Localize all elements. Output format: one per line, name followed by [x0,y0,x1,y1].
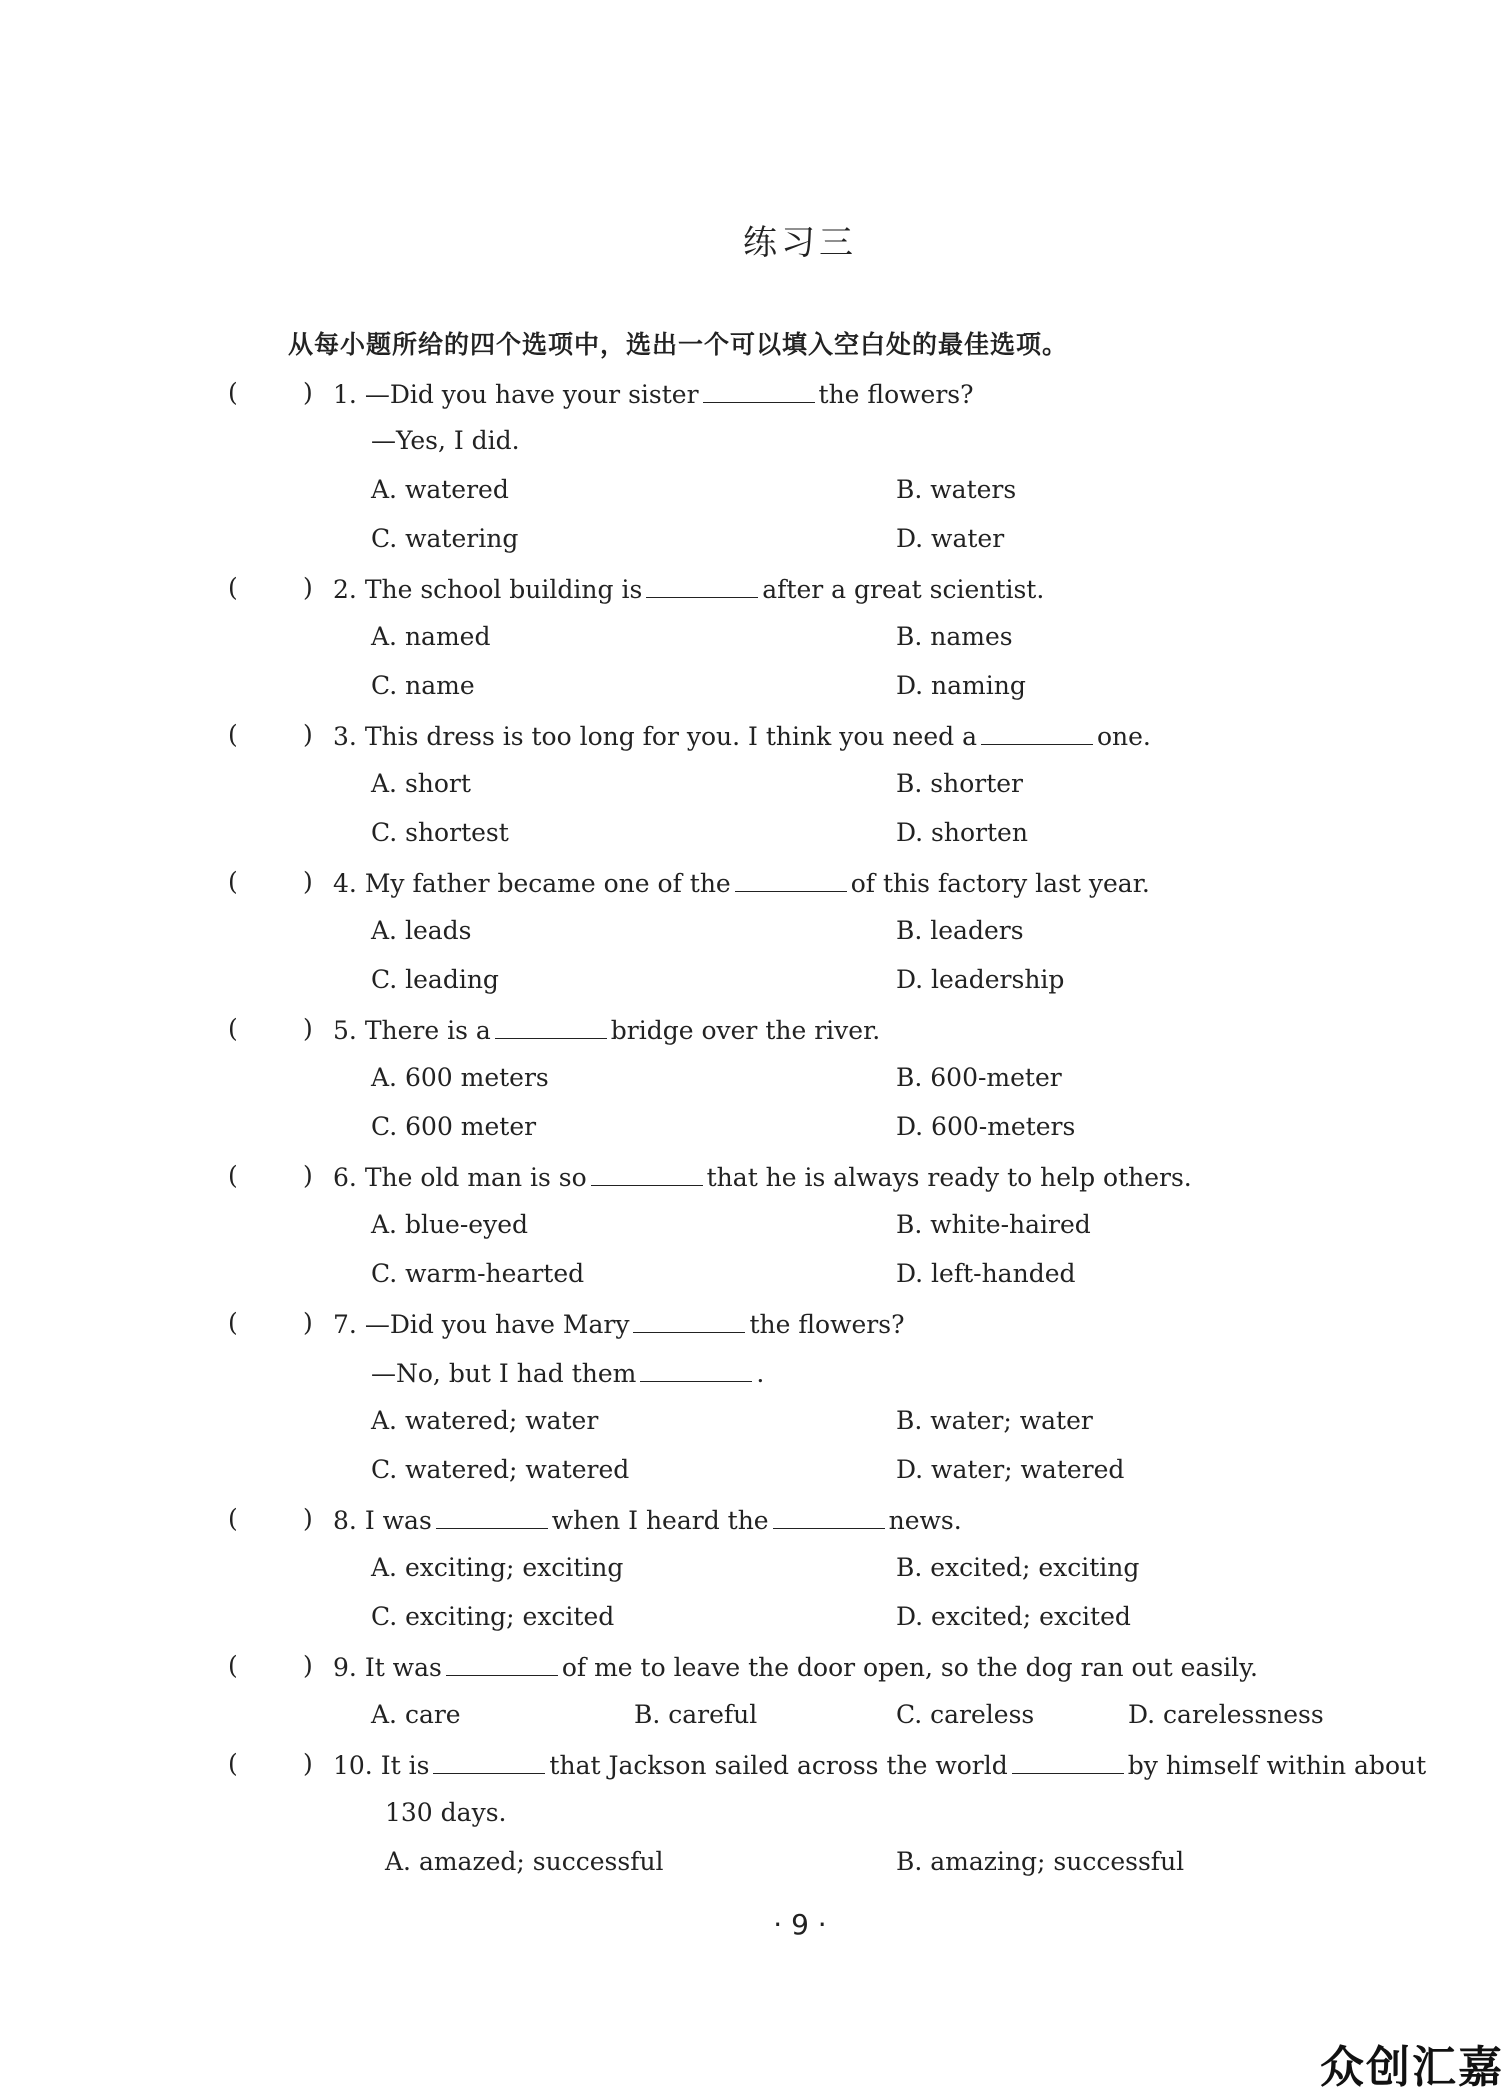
option-b: B. 600-meter [896,1063,1062,1092]
answer-paren-close: ) [303,378,313,407]
option-a: A. amazed; successful [385,1847,664,1876]
option-b: B. shorter [896,769,1023,798]
question-stem: 4. My father became one of the of this factory last year. [333,869,1150,898]
option-b: B. amazing; successful [896,1847,1185,1876]
blank [703,378,815,403]
option-a: A. watered; water [371,1406,599,1435]
option-d: D. leadership [896,965,1065,994]
option-c: C. watered; watered [371,1455,630,1484]
option-a: A. blue-eyed [371,1210,529,1239]
option-d: D. excited; excited [896,1602,1131,1631]
question-stem: 1. —Did you have your sister the flowers? [333,380,974,409]
blank [640,1357,752,1382]
option-a: A. watered [371,475,509,504]
option-c: C. watering [371,524,519,553]
option-c: C. careless [896,1700,1035,1729]
question-stem: 2. The school building is after a great scientist. [333,575,1045,604]
blank [1012,1749,1124,1774]
option-b: B. names [896,622,1013,651]
option-d: D. carelessness [1128,1700,1324,1729]
question-stem: 5. There is a bridge over the river. [333,1016,881,1045]
option-d: D. water; watered [896,1455,1125,1484]
option-b: B. waters [896,475,1017,504]
blank [436,1504,548,1529]
option-c: C. exciting; excited [371,1602,615,1631]
option-c: C. warm-hearted [371,1259,585,1288]
blank [773,1504,885,1529]
blank [591,1161,703,1186]
option-c: C. shortest [371,818,509,847]
blank [981,720,1093,745]
option-a: A. leads [371,916,472,945]
option-a: A. 600 meters [371,1063,549,1092]
option-d: D. naming [896,671,1026,700]
blank [735,867,847,892]
option-a: A. exciting; exciting [371,1553,624,1582]
page-number: · 9 · [773,1908,827,1941]
option-c: C. leading [371,965,499,994]
option-a: A. short [371,769,471,798]
blank [433,1749,545,1774]
option-d: D. left-handed [896,1259,1076,1288]
option-d: D. 600-meters [896,1112,1076,1141]
option-b: B. leaders [896,916,1024,945]
question-stem: 3. This dress is too long for you. I think you need a one. [333,722,1151,751]
option-b: B. white-haired [896,1210,1091,1239]
blank [633,1308,745,1333]
question-stem: 8. I was when I heard the news. [333,1506,962,1535]
option-d: D. shorten [896,818,1028,847]
answer-paren-open: ( [228,378,238,407]
question-stem: 9. It was of me to leave the door open, so the dog ran out easily. [333,1653,1258,1682]
option-a: A. named [371,622,491,651]
watermark-logo: 众创汇嘉 [1320,2042,1504,2093]
option-b: B. excited; exciting [896,1553,1140,1582]
option-b: B. careful [634,1700,758,1729]
option-b: B. water; water [896,1406,1093,1435]
blank [495,1014,607,1039]
question-stem: 7. —Did you have Mary the flowers? [333,1310,905,1339]
option-c: C. name [371,671,475,700]
option-c: C. 600 meter [371,1112,537,1141]
question-stem: 6. The old man is so that he is always ready to help others. [333,1163,1192,1192]
option-d: D. water [896,524,1005,553]
blank [446,1651,558,1676]
page-title: 练习三 [743,223,857,263]
option-a: A. care [371,1700,461,1729]
blank [646,573,758,598]
question-stem: 10. It is that Jackson sailed across the world by himself within about [333,1751,1427,1780]
instruction: 从每小题所给的四个选项中，选出一个可以填入空白处的最佳选项。 [288,330,1069,359]
